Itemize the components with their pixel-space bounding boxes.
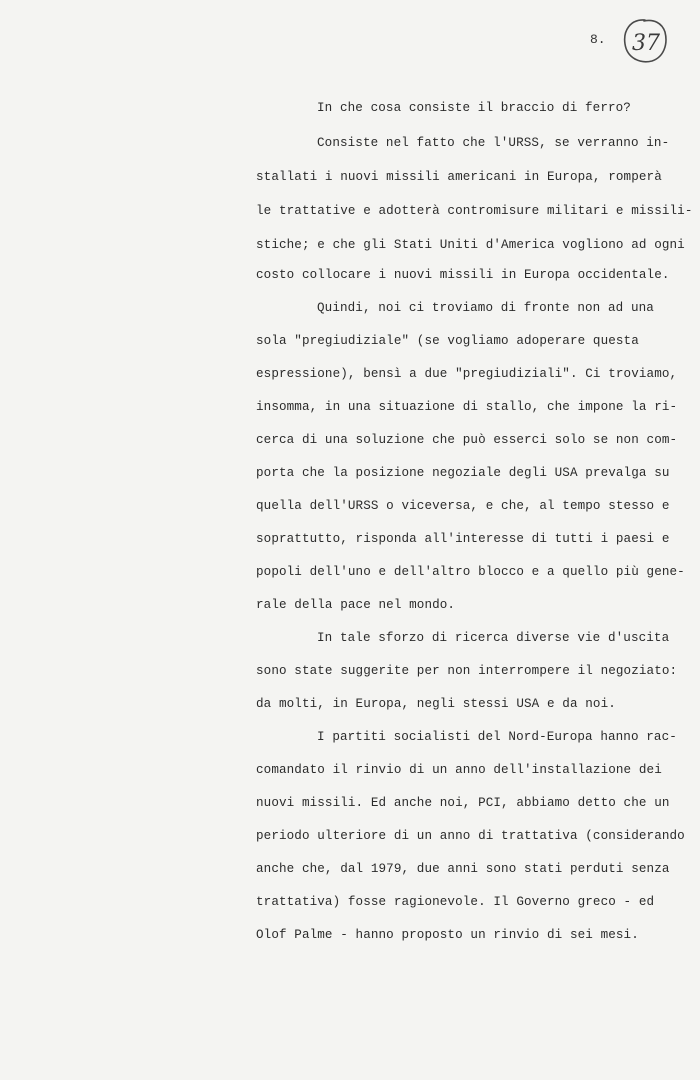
body-line: nuovi missili. Ed anche noi, PCI, abbiamo detto che un <box>256 796 670 810</box>
body-line: rale della pace nel mondo. <box>256 598 456 612</box>
body-line: trattativa) fosse ragionevole. Il Governo greco - ed <box>256 895 655 909</box>
body-line: comandato il rinvio di un anno dell'installazione dei <box>256 763 662 777</box>
body-line: In tale sforzo di ricerca diverse vie d'uscita <box>317 631 670 645</box>
archive-number-text: 37 <box>632 31 660 56</box>
body-line: stallati i nuovi missili americani in Europa, romperà <box>256 170 662 184</box>
body-line: espressione), bensì a due "pregiudiziali". Ci troviamo, <box>256 367 678 381</box>
page-number: 8. <box>590 32 606 47</box>
archive-number-stamp <box>620 16 670 66</box>
body-line: stiche; e che gli Stati Uniti d'America vogliono ad ogni <box>256 238 685 252</box>
body-line: quella dell'URSS o viceversa, e che, al tempo stesso e <box>256 499 670 513</box>
body-line: insomma, in una situazione di stallo, che impone la ri- <box>256 400 678 414</box>
body-line: sola "pregiudiziale" (se vogliamo adoperare questa <box>256 334 639 348</box>
body-line: anche che, dal 1979, due anni sono stati perduti senza <box>256 862 670 876</box>
body-line: costo collocare i nuovi missili in Europa occidentale. <box>256 268 670 282</box>
body-line: I partiti socialisti del Nord-Europa hanno rac- <box>317 730 677 744</box>
body-line: da molti, in Europa, negli stessi USA e da noi. <box>256 697 616 711</box>
body-line: Olof Palme - hanno proposto un rinvio di sei mesi. <box>256 928 639 942</box>
body-line: Consiste nel fatto che l'URSS, se verranno in- <box>317 136 670 150</box>
body-line: cerca di una soluzione che può esserci solo se non com- <box>256 433 678 447</box>
body-line: popoli dell'uno e dell'altro blocco e a quello più gene- <box>256 565 685 579</box>
body-line: sono state suggerite per non interrompere il negoziato: <box>256 664 678 678</box>
body-line: In che cosa consiste il braccio di ferro? <box>317 101 631 115</box>
body-line: Quindi, noi ci troviamo di fronte non ad una <box>317 301 654 315</box>
body-line: periodo ulteriore di un anno di trattativa (considerando <box>256 829 685 843</box>
body-line: porta che la posizione negoziale degli USA prevalga su <box>256 466 670 480</box>
body-line: le trattative e adotterà contromisure militari e missili- <box>256 204 693 218</box>
body-line: soprattutto, risponda all'interesse di tutti i paesi e <box>256 532 670 546</box>
